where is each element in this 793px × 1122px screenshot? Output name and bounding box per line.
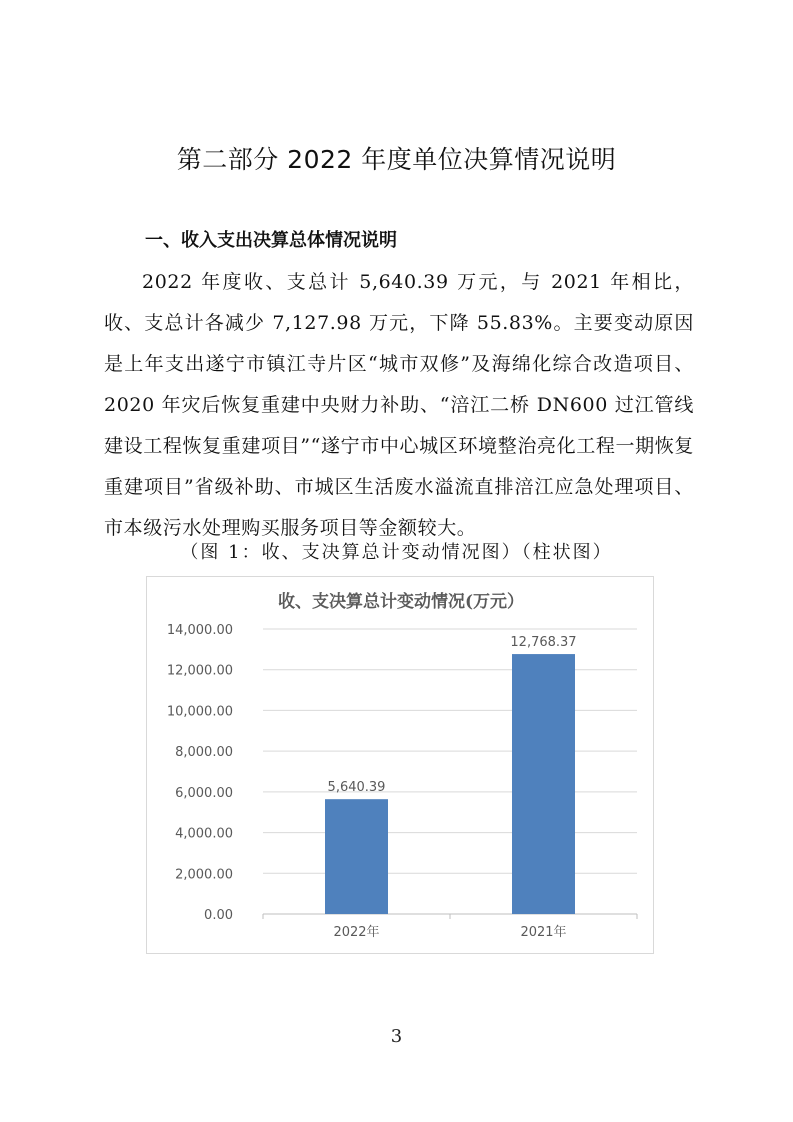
data-label: 5,640.39 [327,780,386,796]
page-title: 第二部分 2022 年度单位决算情况说明 [176,145,617,174]
body-paragraph: 2022 年度收、支总计 5,640.39 万元，与 2021 年相比，收、支总计各减少 7,127.98 万元，下降 55.83%。主要变动原因是上年支出遂宁市镇江寺片区“城市双修”及海绵化综合改造项目、2020 年灾后恢复重建中央财力补助、“涪江二桥 DN600 过江管线建设工程恢复重建项目”“遂宁市中心城区环境整治亮化工程一期恢复重建项目”省级补助、市城区生活废水溢流直排涪江应急处理项目、市本级污水处理购买服务项目等金额较大。 [104,271,694,539]
x-tick-label: 2022年 [333,925,380,940]
y-tick-label: 6,000.00 [175,785,233,801]
bar-2022年 [325,799,388,914]
chart-frame [146,576,654,954]
y-tick-label: 2,000.00 [175,867,233,883]
figure-caption: （图 1：收、支决算总计变动情况图）（柱状图） [180,542,613,563]
bar-chart [147,577,655,955]
data-label: 12,768.37 [510,635,577,651]
y-tick-label: 10,000.00 [166,704,233,720]
x-tick-label: 2021年 [520,925,567,940]
y-tick-label: 4,000.00 [175,826,233,842]
y-tick-label: 8,000.00 [175,745,233,761]
bar-2021年 [512,654,575,914]
y-tick-label: 0.00 [204,908,233,923]
section-heading: 一、收入支出决算总体情况说明 [145,230,397,251]
page-number: 3 [390,1026,403,1047]
chart-title: 收、支决算总计变动情况(万元） [277,592,525,612]
y-tick-label: 14,000.00 [166,623,233,638]
y-tick-label: 12,000.00 [166,663,233,679]
